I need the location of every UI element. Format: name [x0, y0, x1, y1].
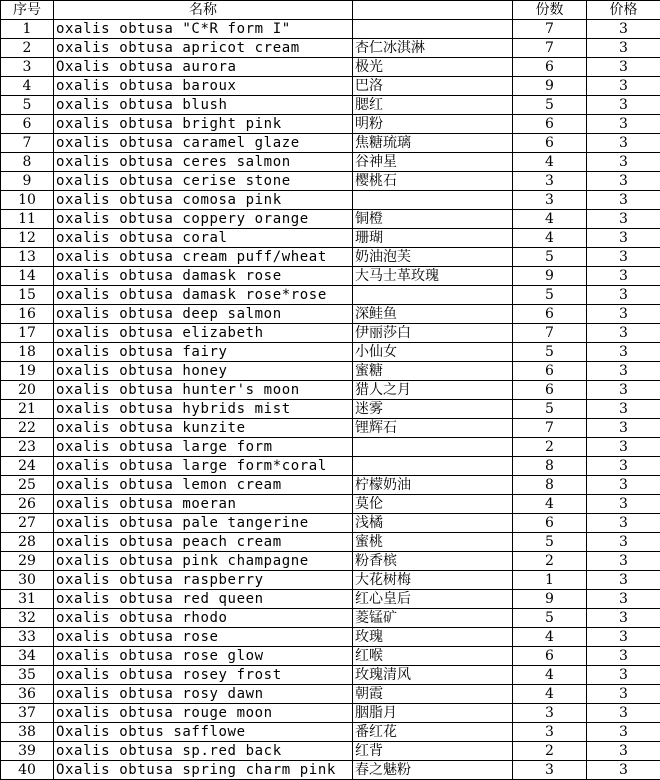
table-row — [1, 438, 660, 457]
table-row — [1, 39, 660, 58]
quantity-cell: 8 — [513, 457, 587, 476]
quantity-cell: 9 — [513, 267, 587, 286]
quantity-cell: 4 — [513, 210, 587, 229]
quantity-cell: 9 — [513, 77, 587, 96]
quantity-cell: 7 — [513, 39, 587, 58]
plant-name-cell: oxalis obtusa lemon cream — [54, 476, 353, 495]
row-number-cell: 8 — [1, 153, 54, 172]
chinese-name-cell: 莫伦 — [353, 495, 513, 514]
plant-name-cell: oxalis obtusa sp.red back — [54, 742, 353, 761]
header-quantity: 份数 — [513, 1, 587, 20]
table-row — [1, 381, 660, 400]
price-cell: 3 — [587, 704, 660, 723]
table-row — [1, 609, 660, 628]
table-row — [1, 742, 660, 761]
chinese-name-cell: 菱锰矿 — [353, 609, 513, 628]
row-number-cell: 9 — [1, 172, 54, 191]
table-row — [1, 552, 660, 571]
quantity-cell: 9 — [513, 590, 587, 609]
chinese-name-cell: 玫瑰 — [353, 628, 513, 647]
row-number-cell: 29 — [1, 552, 54, 571]
chinese-name-cell: 红背 — [353, 742, 513, 761]
price-cell: 3 — [587, 628, 660, 647]
price-cell: 3 — [587, 134, 660, 153]
row-number-cell: 25 — [1, 476, 54, 495]
row-number-cell: 27 — [1, 514, 54, 533]
price-cell: 3 — [587, 761, 660, 780]
quantity-cell: 6 — [513, 115, 587, 134]
table-row — [1, 362, 660, 381]
table-row — [1, 191, 660, 210]
table-row — [1, 476, 660, 495]
quantity-cell: 6 — [513, 362, 587, 381]
quantity-cell: 6 — [513, 134, 587, 153]
plant-name-cell: oxalis obtusa honey — [54, 362, 353, 381]
row-number-cell: 15 — [1, 286, 54, 305]
plant-name-cell: oxalis obtusa kunzite — [54, 419, 353, 438]
quantity-cell: 5 — [513, 286, 587, 305]
chinese-name-cell: 杏仁冰淇淋 — [353, 39, 513, 58]
chinese-name-cell — [353, 286, 513, 305]
row-number-cell: 35 — [1, 666, 54, 685]
plant-name-cell: Oxalis obtusa aurora — [54, 58, 353, 77]
chinese-name-cell: 樱桃石 — [353, 172, 513, 191]
quantity-cell: 2 — [513, 742, 587, 761]
price-cell: 3 — [587, 647, 660, 666]
row-number-cell: 20 — [1, 381, 54, 400]
chinese-name-cell: 焦糖琉璃 — [353, 134, 513, 153]
chinese-name-cell: 朝霞 — [353, 685, 513, 704]
plant-name-cell: oxalis obtusa coppery orange — [54, 210, 353, 229]
plant-name-cell: oxalis obtusa rhodo — [54, 609, 353, 628]
row-number-cell: 19 — [1, 362, 54, 381]
table-row — [1, 590, 660, 609]
plant-name-cell: oxalis obtusa damask rose*rose — [54, 286, 353, 305]
quantity-cell: 2 — [513, 438, 587, 457]
table-row — [1, 96, 660, 115]
row-number-cell: 30 — [1, 571, 54, 590]
quantity-cell: 6 — [513, 647, 587, 666]
plant-name-cell: Oxalis obtusa spring charm pink — [54, 761, 353, 780]
plant-name-cell: oxalis obtusa rosy dawn — [54, 685, 353, 704]
table-row — [1, 153, 660, 172]
plant-name-cell: oxalis obtusa elizabeth — [54, 324, 353, 343]
table-row — [1, 495, 660, 514]
plant-name-cell: oxalis obtusa rose — [54, 628, 353, 647]
table-row — [1, 58, 660, 77]
table-row — [1, 628, 660, 647]
table-row — [1, 647, 660, 666]
table-row — [1, 324, 660, 343]
quantity-cell: 5 — [513, 533, 587, 552]
quantity-cell: 7 — [513, 324, 587, 343]
chinese-name-cell: 浅橘 — [353, 514, 513, 533]
row-number-cell: 39 — [1, 742, 54, 761]
table-row — [1, 514, 660, 533]
quantity-cell: 5 — [513, 248, 587, 267]
price-cell: 3 — [587, 571, 660, 590]
price-cell: 3 — [587, 476, 660, 495]
chinese-name-cell: 深鲑鱼 — [353, 305, 513, 324]
plant-name-cell: oxalis obtusa large form — [54, 438, 353, 457]
row-number-cell: 32 — [1, 609, 54, 628]
chinese-name-cell: 谷神星 — [353, 153, 513, 172]
chinese-name-cell: 胭脂月 — [353, 704, 513, 723]
price-cell: 3 — [587, 381, 660, 400]
plant-name-cell: oxalis obtusa baroux — [54, 77, 353, 96]
price-cell: 3 — [587, 400, 660, 419]
table-row — [1, 666, 660, 685]
plant-name-cell: oxalis obtusa rouge moon — [54, 704, 353, 723]
price-cell: 3 — [587, 20, 660, 39]
price-cell: 3 — [587, 77, 660, 96]
table-row — [1, 685, 660, 704]
plant-name-cell: oxalis obtusa coral — [54, 229, 353, 248]
chinese-name-cell: 红心皇后 — [353, 590, 513, 609]
plant-name-cell: oxalis obtusa hunter's moon — [54, 381, 353, 400]
table-row — [1, 20, 660, 39]
row-number-cell: 10 — [1, 191, 54, 210]
row-number-cell: 18 — [1, 343, 54, 362]
plant-name-cell: oxalis obtusa caramel glaze — [54, 134, 353, 153]
row-number-cell: 16 — [1, 305, 54, 324]
plant-name-cell: oxalis obtusa moeran — [54, 495, 353, 514]
plant-name-cell: oxalis obtusa ceres salmon — [54, 153, 353, 172]
header-price: 价格 — [587, 1, 660, 20]
table-row — [1, 305, 660, 324]
plant-name-cell: oxalis obtusa apricot cream — [54, 39, 353, 58]
chinese-name-cell — [353, 191, 513, 210]
quantity-cell: 5 — [513, 96, 587, 115]
plant-name-cell: oxalis obtusa pink champagne — [54, 552, 353, 571]
quantity-cell: 5 — [513, 609, 587, 628]
plant-name-cell: oxalis obtusa pale tangerine — [54, 514, 353, 533]
table-row — [1, 248, 660, 267]
chinese-name-cell: 蜜桃 — [353, 533, 513, 552]
plant-name-cell: oxalis obtusa hybrids mist — [54, 400, 353, 419]
price-cell: 3 — [587, 609, 660, 628]
chinese-name-cell: 腮红 — [353, 96, 513, 115]
header-cn-name — [353, 1, 513, 20]
price-cell: 3 — [587, 39, 660, 58]
table-row — [1, 115, 660, 134]
chinese-name-cell: 蜜糖 — [353, 362, 513, 381]
chinese-name-cell: 大马士革玫瑰 — [353, 267, 513, 286]
header-num: 序号 — [1, 1, 54, 20]
row-number-cell: 6 — [1, 115, 54, 134]
plant-name-cell: oxalis obtusa peach cream — [54, 533, 353, 552]
table-row — [1, 343, 660, 362]
quantity-cell: 3 — [513, 191, 587, 210]
table-row — [1, 723, 660, 742]
row-number-cell: 3 — [1, 58, 54, 77]
row-number-cell: 40 — [1, 761, 54, 780]
quantity-cell: 6 — [513, 381, 587, 400]
price-cell: 3 — [587, 153, 660, 172]
row-number-cell: 23 — [1, 438, 54, 457]
table-row — [1, 704, 660, 723]
plant-name-cell: oxalis obtusa damask rose — [54, 267, 353, 286]
row-number-cell: 17 — [1, 324, 54, 343]
chinese-name-cell: 珊瑚 — [353, 229, 513, 248]
plant-name-cell: oxalis obtusa rosey frost — [54, 666, 353, 685]
plant-name-cell: oxalis obtusa fairy — [54, 343, 353, 362]
row-number-cell: 4 — [1, 77, 54, 96]
quantity-cell: 1 — [513, 571, 587, 590]
price-cell: 3 — [587, 514, 660, 533]
price-cell: 3 — [587, 343, 660, 362]
plant-name-cell: oxalis obtusa large form*coral — [54, 457, 353, 476]
price-cell: 3 — [587, 495, 660, 514]
row-number-cell: 36 — [1, 685, 54, 704]
row-number-cell: 7 — [1, 134, 54, 153]
table-row — [1, 400, 660, 419]
plant-name-cell: Oxalis obtus safflowe — [54, 723, 353, 742]
quantity-cell: 6 — [513, 514, 587, 533]
table-row — [1, 134, 660, 153]
table-row — [1, 77, 660, 96]
price-cell: 3 — [587, 172, 660, 191]
price-cell: 3 — [587, 590, 660, 609]
row-number-cell: 38 — [1, 723, 54, 742]
price-cell: 3 — [587, 685, 660, 704]
chinese-name-cell: 柠檬奶油 — [353, 476, 513, 495]
chinese-name-cell: 巴洛 — [353, 77, 513, 96]
plant-name-cell: oxalis obtusa blush — [54, 96, 353, 115]
chinese-name-cell — [353, 20, 513, 39]
chinese-name-cell: 极光 — [353, 58, 513, 77]
row-number-cell: 34 — [1, 647, 54, 666]
price-cell: 3 — [587, 58, 660, 77]
quantity-cell: 7 — [513, 419, 587, 438]
table-row — [1, 267, 660, 286]
price-cell: 3 — [587, 115, 660, 134]
chinese-name-cell: 奶油泡芙 — [353, 248, 513, 267]
price-cell: 3 — [587, 305, 660, 324]
header-name: 名称 — [54, 1, 353, 20]
price-cell: 3 — [587, 286, 660, 305]
quantity-cell: 3 — [513, 704, 587, 723]
chinese-name-cell: 玫瑰清风 — [353, 666, 513, 685]
price-cell: 3 — [587, 552, 660, 571]
table-row — [1, 286, 660, 305]
quantity-cell: 6 — [513, 305, 587, 324]
quantity-cell: 4 — [513, 229, 587, 248]
row-number-cell: 28 — [1, 533, 54, 552]
price-cell: 3 — [587, 267, 660, 286]
chinese-name-cell: 明粉 — [353, 115, 513, 134]
row-number-cell: 31 — [1, 590, 54, 609]
chinese-name-cell — [353, 457, 513, 476]
quantity-cell: 7 — [513, 20, 587, 39]
row-number-cell: 14 — [1, 267, 54, 286]
price-cell: 3 — [587, 362, 660, 381]
price-cell: 3 — [587, 533, 660, 552]
price-cell: 3 — [587, 210, 660, 229]
chinese-name-cell: 粉香槟 — [353, 552, 513, 571]
row-number-cell: 21 — [1, 400, 54, 419]
row-number-cell: 13 — [1, 248, 54, 267]
table-row — [1, 210, 660, 229]
table-row — [1, 419, 660, 438]
plant-name-cell: oxalis obtusa comosa pink — [54, 191, 353, 210]
plant-name-cell: oxalis obtusa red queen — [54, 590, 353, 609]
table-row — [1, 533, 660, 552]
quantity-cell: 3 — [513, 761, 587, 780]
quantity-cell: 4 — [513, 685, 587, 704]
price-cell: 3 — [587, 723, 660, 742]
quantity-cell: 6 — [513, 58, 587, 77]
plant-name-cell: oxalis obtusa bright pink — [54, 115, 353, 134]
plant-name-cell: oxalis obtusa cerise stone — [54, 172, 353, 191]
table-row — [1, 457, 660, 476]
price-cell: 3 — [587, 248, 660, 267]
price-cell: 3 — [587, 419, 660, 438]
table-row — [1, 571, 660, 590]
row-number-cell: 26 — [1, 495, 54, 514]
plant-name-cell: oxalis obtusa cream puff/wheat — [54, 248, 353, 267]
row-number-cell: 33 — [1, 628, 54, 647]
header-row — [1, 1, 660, 20]
row-number-cell: 24 — [1, 457, 54, 476]
quantity-cell: 8 — [513, 476, 587, 495]
chinese-name-cell: 小仙女 — [353, 343, 513, 362]
price-cell: 3 — [587, 229, 660, 248]
plant-name-cell: oxalis obtusa deep salmon — [54, 305, 353, 324]
chinese-name-cell: 铜橙 — [353, 210, 513, 229]
quantity-cell: 5 — [513, 343, 587, 362]
row-number-cell: 37 — [1, 704, 54, 723]
price-cell: 3 — [587, 742, 660, 761]
chinese-name-cell: 猎人之月 — [353, 381, 513, 400]
chinese-name-cell: 锂辉石 — [353, 419, 513, 438]
quantity-cell: 3 — [513, 172, 587, 191]
row-number-cell: 12 — [1, 229, 54, 248]
price-cell: 3 — [587, 438, 660, 457]
quantity-cell: 4 — [513, 153, 587, 172]
quantity-cell: 2 — [513, 552, 587, 571]
quantity-cell: 4 — [513, 628, 587, 647]
table-row — [1, 172, 660, 191]
table-row — [1, 761, 660, 780]
plant-name-cell: oxalis obtusa rose glow — [54, 647, 353, 666]
row-number-cell: 5 — [1, 96, 54, 115]
price-cell: 3 — [587, 324, 660, 343]
chinese-name-cell: 伊丽莎白 — [353, 324, 513, 343]
price-cell: 3 — [587, 96, 660, 115]
table-body — [1, 20, 660, 780]
table-header — [1, 1, 660, 20]
quantity-cell: 5 — [513, 400, 587, 419]
quantity-cell: 4 — [513, 495, 587, 514]
row-number-cell: 2 — [1, 39, 54, 58]
plant-name-cell: oxalis obtusa "C*R form I" — [54, 20, 353, 39]
chinese-name-cell: 红喉 — [353, 647, 513, 666]
row-number-cell: 11 — [1, 210, 54, 229]
chinese-name-cell: 迷雾 — [353, 400, 513, 419]
quantity-cell: 4 — [513, 666, 587, 685]
row-number-cell: 22 — [1, 419, 54, 438]
row-number-cell: 1 — [1, 20, 54, 39]
chinese-name-cell: 番红花 — [353, 723, 513, 742]
price-cell: 3 — [587, 191, 660, 210]
table-row — [1, 229, 660, 248]
chinese-name-cell: 春之魅粉 — [353, 761, 513, 780]
chinese-name-cell: 大花树梅 — [353, 571, 513, 590]
price-cell: 3 — [587, 666, 660, 685]
plant-name-cell: oxalis obtusa raspberry — [54, 571, 353, 590]
chinese-name-cell — [353, 438, 513, 457]
price-cell: 3 — [587, 457, 660, 476]
quantity-cell: 3 — [513, 723, 587, 742]
